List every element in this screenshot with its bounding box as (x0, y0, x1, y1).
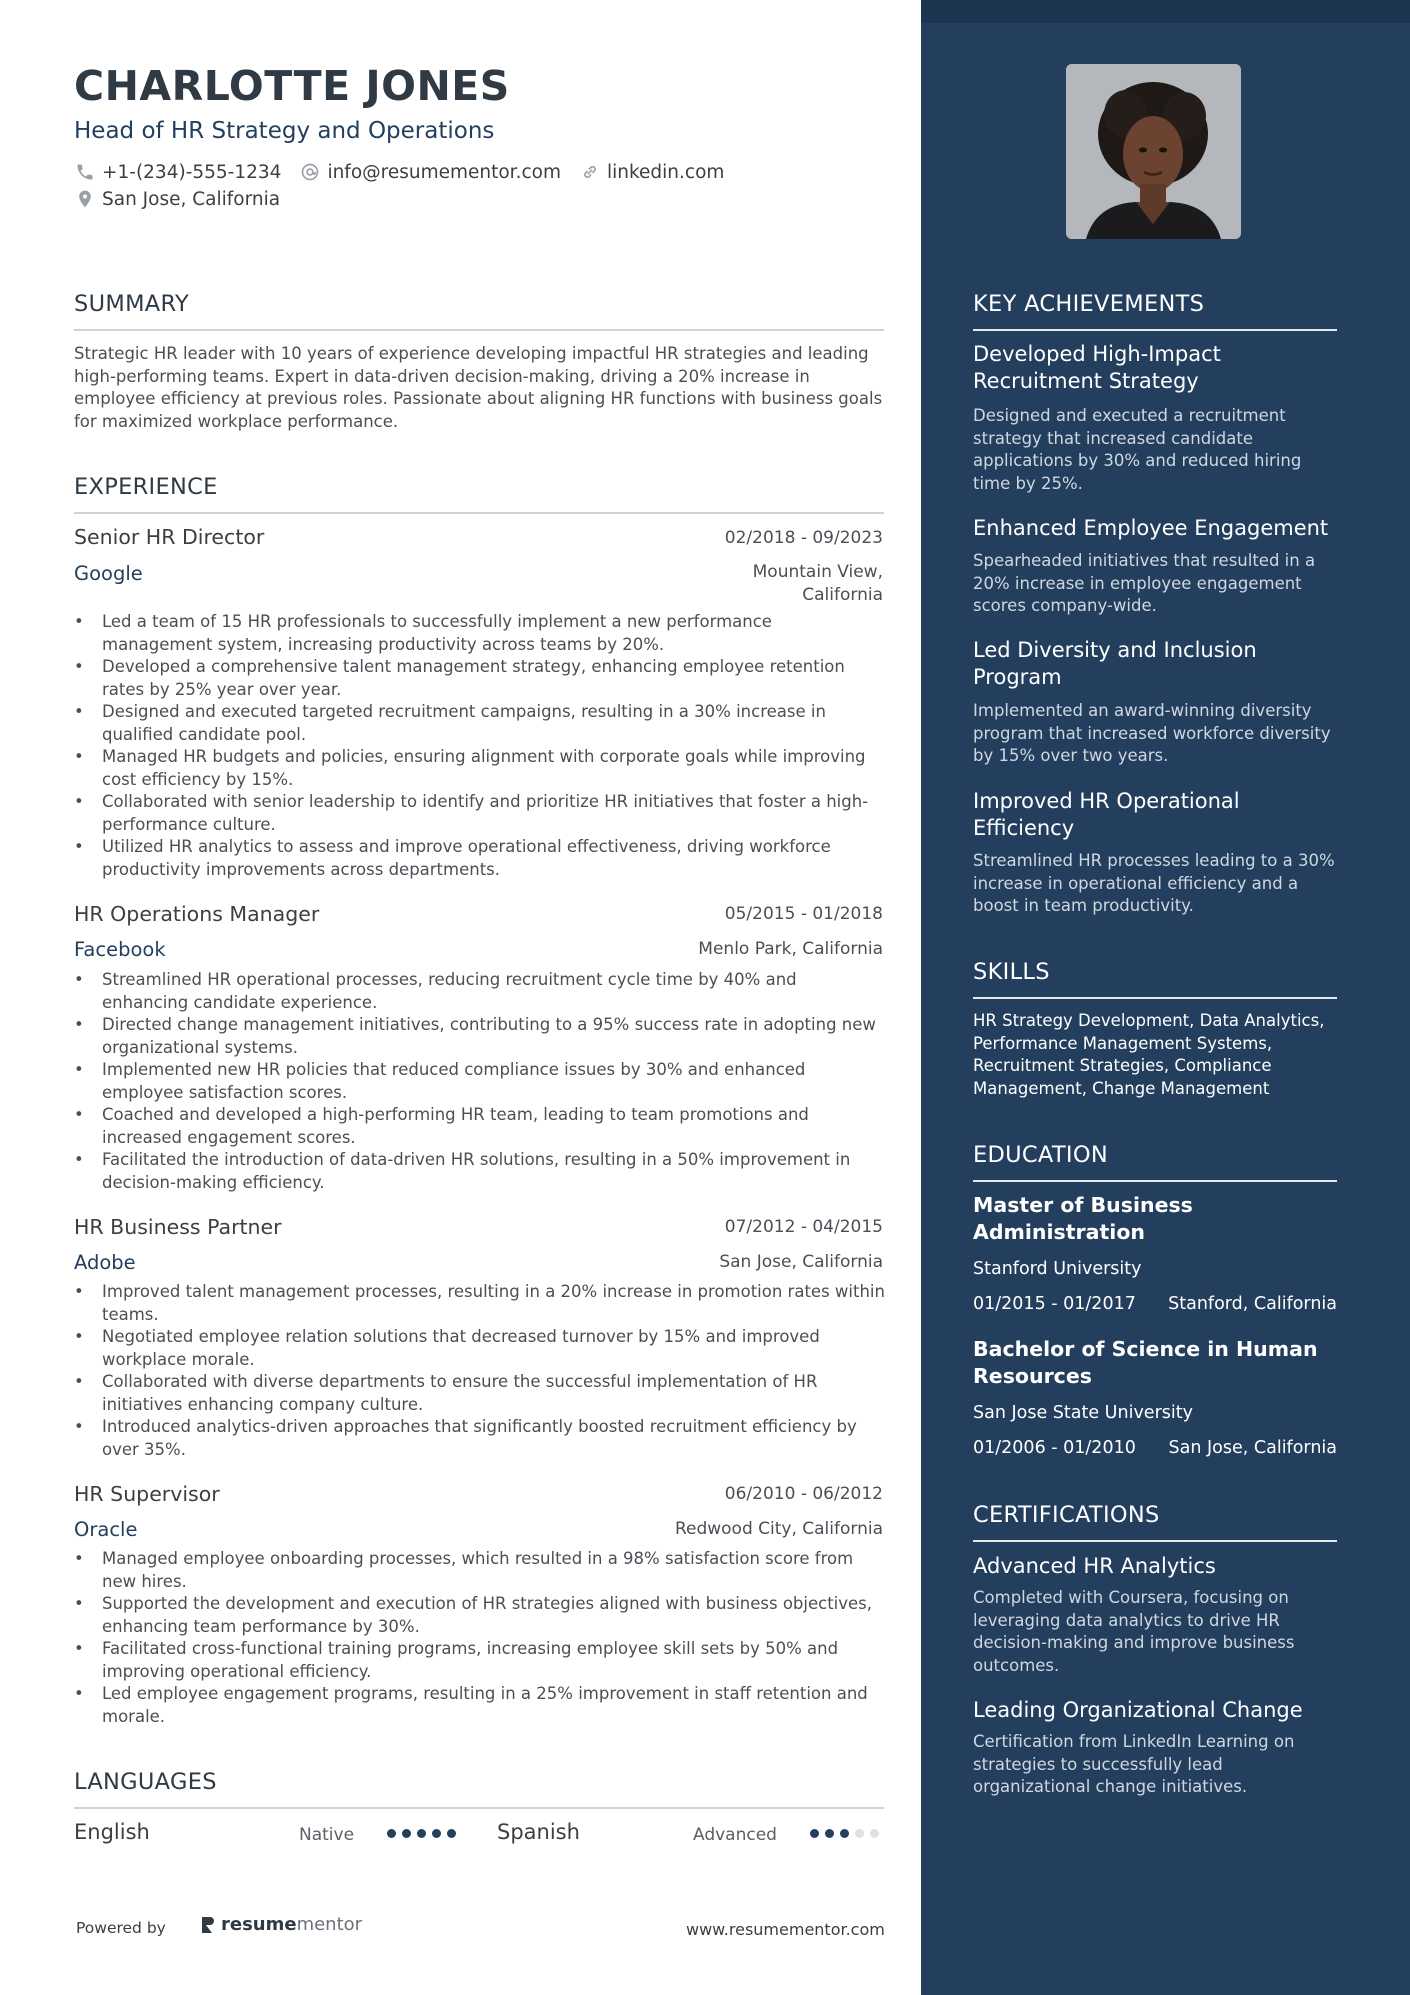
rating-dot-filled (432, 1829, 441, 1838)
achievement-title: Led Diversity and Inclusion Program (973, 638, 1257, 689)
language-level: Advanced (693, 1825, 777, 1845)
logo-text-bold: resume (221, 1914, 297, 1935)
education-heading: EDUCATION (973, 1142, 1108, 1168)
education-school: San Jose State University (973, 1403, 1193, 1423)
job-location: Mountain View, California (752, 562, 883, 605)
skills-heading: SKILLS (973, 959, 1050, 985)
location-pin-icon (74, 188, 96, 210)
powered-by-label: Powered by (76, 1919, 166, 1937)
language-name: English (74, 1820, 150, 1844)
contact-row-2 (74, 188, 298, 210)
experience-heading: EXPERIENCE (74, 474, 218, 500)
achievement-title: Developed High-Impact Recruitment Strategy (973, 342, 1221, 393)
skills-divider (973, 997, 1337, 999)
footer-website[interactable]: www.resumementor.com (686, 1920, 885, 1939)
achievement-text: Streamlined HR processes leading to a 30% increase in operational efficiency and a boost in team productivity. (973, 851, 1335, 915)
list-item: • Implemented new HR policies that reduced compliance issues by 30% and enhanced employee satisfaction scores. (74, 1059, 886, 1104)
language-rating (810, 1829, 885, 1838)
achievement-text: Spearheaded initiatives that resulted in a 20% increase in employee engagement scores company-wide. (973, 551, 1316, 615)
job-bullets (74, 611, 886, 881)
language-level: Native (299, 1825, 355, 1845)
languages-heading: LANGUAGES (74, 1769, 217, 1795)
education-school: Stanford University (973, 1259, 1142, 1279)
location-text: San Jose, California (102, 188, 281, 210)
list-item: • Designed and executed targeted recruitment campaigns, resulting in a 30% increase in qualified candidate pool. (74, 701, 886, 746)
list-item: • Led employee engagement programs, resulting in a 25% improvement in staff retention and morale. (74, 1683, 886, 1728)
list-item: • Utilized HR analytics to assess and improve operational effectiveness, driving workforce productivity improvements across departments. (74, 836, 886, 881)
rating-dot-filled (447, 1829, 456, 1838)
languages-divider (74, 1807, 884, 1809)
education-dates: 01/2006 - 01/2010 (973, 1438, 1136, 1458)
job-location: Menlo Park, California (698, 939, 883, 959)
list-item: • Negotiated employee relation solutions that decreased turnover by 15% and improved workplace morale. (74, 1326, 886, 1371)
rating-dot-filled (810, 1829, 819, 1838)
job-dates: 06/2010 - 06/2012 (724, 1484, 883, 1504)
job-role: HR Operations Manager (74, 902, 320, 926)
list-item: • Introduced analytics-driven approaches that significantly boosted recruitment efficiency by over 35%. (74, 1416, 886, 1461)
list-item: • Coached and developed a high-performing HR team, leading to team promotions and increased engagement scores. (74, 1104, 886, 1149)
certification-title: Advanced HR Analytics (973, 1554, 1216, 1578)
profile-photo (1066, 64, 1241, 239)
email-text[interactable]: info@resumementor.com (327, 161, 561, 183)
rating-dot-filled (402, 1829, 411, 1838)
education-degree: Bachelor of Science in Human Resources (973, 1337, 1318, 1388)
candidate-title: Head of HR Strategy and Operations (74, 118, 495, 144)
rating-dot-filled (840, 1829, 849, 1838)
certifications-heading: CERTIFICATIONS (973, 1502, 1160, 1528)
resumementor-logo[interactable] (200, 1914, 362, 1935)
language-name: Spanish (497, 1820, 580, 1844)
sidebar (921, 0, 1410, 1995)
job-company: Oracle (74, 1518, 138, 1541)
logo-mark-icon (200, 1915, 216, 1935)
job-location: San Jose, California (719, 1252, 883, 1272)
link-icon (579, 161, 601, 183)
achievement-title: Enhanced Employee Engagement (973, 516, 1329, 540)
phone-text: +1-(234)-555-1234 (102, 161, 282, 183)
list-item: • Improved talent management processes, resulting in a 20% increase in promotion rates within teams. (74, 1281, 886, 1326)
list-item: • Facilitated the introduction of data-driven HR solutions, resulting in a 50% improvement in decision-making efficiency. (74, 1149, 886, 1194)
list-item: • Collaborated with diverse departments to ensure the successful implementation of HR initiatives enhancing company culture. (74, 1371, 886, 1416)
education-degree: Master of Business Administration (973, 1193, 1193, 1244)
contact-phone (74, 161, 281, 183)
list-item: • Developed a comprehensive talent management strategy, enhancing employee retention rates by 25% year over year. (74, 656, 886, 701)
education-divider (973, 1180, 1337, 1182)
job-dates: 02/2018 - 09/2023 (724, 528, 883, 548)
job-company: Google (74, 562, 143, 585)
linkedin-text[interactable]: linkedin.com (606, 161, 725, 183)
summary-text: Strategic HR leader with 10 years of experience developing impactful HR strategies and leading high-performing teams. Expert in data-driven decision-making, driving a 20% increase in employee efficiency at previous roles. Passionate about aligning HR functions with business goals for maximized workplace performance. (74, 344, 883, 431)
experience-divider (74, 512, 884, 514)
job-bullets (74, 969, 886, 1194)
job-dates: 05/2015 - 01/2018 (724, 904, 883, 924)
list-item: • Directed change management initiatives, contributing to a 95% success rate in adopting new organizational systems. (74, 1014, 886, 1059)
rating-dot-empty (870, 1829, 879, 1838)
certification-text: Completed with Coursera, focusing on leveraging data analytics to drive HR decision-making and improve business outcomes. (973, 1588, 1295, 1675)
summary-heading: SUMMARY (74, 291, 190, 317)
education-dates: 01/2015 - 01/2017 (973, 1294, 1136, 1314)
rating-dot-filled (417, 1829, 426, 1838)
skills-text: HR Strategy Development, Data Analytics, Performance Management Systems, Recruitment Strategies, Compliance Management, Change Management (973, 1011, 1325, 1098)
job-location: Redwood City, California (674, 1519, 883, 1539)
job-role: Senior HR Director (74, 525, 265, 549)
education-location: Stanford, California (1168, 1294, 1337, 1314)
education-location: San Jose, California (1168, 1438, 1337, 1458)
language-rating (387, 1829, 462, 1838)
contact-email[interactable] (299, 161, 561, 183)
certification-title: Leading Organizational Change (973, 1698, 1303, 1722)
list-item: • Supported the development and execution of HR strategies aligned with business objectives, enhancing team performance by 30%. (74, 1593, 886, 1638)
job-role: HR Business Partner (74, 1215, 282, 1239)
rating-dot-filled (387, 1829, 396, 1838)
job-bullets (74, 1281, 886, 1461)
achievement-title: Improved HR Operational Efficiency (973, 789, 1240, 840)
contact-linkedin[interactable] (579, 161, 724, 183)
list-item: • Streamlined HR operational processes, reducing recruitment cycle time by 40% and enhancing candidate experience. (74, 969, 886, 1014)
at-sign-icon (299, 161, 321, 183)
job-company: Facebook (74, 938, 166, 961)
job-role: HR Supervisor (74, 1482, 220, 1506)
rating-dot-empty (855, 1829, 864, 1838)
list-item: • Led a team of 15 HR professionals to successfully implement a new performance management system, increasing productivity across teams by 20%. (74, 611, 886, 656)
achievements-heading: KEY ACHIEVEMENTS (973, 291, 1205, 317)
job-bullets (74, 1548, 886, 1728)
phone-icon (74, 161, 96, 183)
certification-text: Certification from LinkedIn Learning on strategies to successfully lead organizational change initiatives. (973, 1732, 1295, 1796)
summary-divider (74, 329, 884, 331)
certifications-divider (973, 1540, 1337, 1542)
list-item: • Facilitated cross-functional training programs, increasing employee skill sets by 50% and improving operational efficiency. (74, 1638, 886, 1683)
rating-dot-filled (825, 1829, 834, 1838)
candidate-name: CHARLOTTE JONES (74, 62, 510, 110)
job-dates: 07/2012 - 04/2015 (724, 1217, 883, 1237)
job-company: Adobe (74, 1251, 136, 1274)
list-item: • Managed employee onboarding processes, which resulted in a 98% satisfaction score from new hires. (74, 1548, 886, 1593)
sidebar-top-band (921, 0, 1410, 23)
achievement-text: Implemented an award-winning diversity program that increased workforce diversity by 15% over two years. (973, 701, 1331, 765)
contact-row (74, 161, 742, 183)
contact-location (74, 188, 280, 210)
list-item: • Collaborated with senior leadership to identify and prioritize HR initiatives that foster a high-performance culture. (74, 791, 886, 836)
logo-text-light: mentor (296, 1914, 363, 1935)
list-item: • Managed HR budgets and policies, ensuring alignment with corporate goals while improving cost efficiency by 15%. (74, 746, 886, 791)
achievement-text: Designed and executed a recruitment strategy that increased candidate applications by 30% and reduced hiring time by 25%. (973, 406, 1302, 493)
achievements-divider (973, 329, 1337, 331)
